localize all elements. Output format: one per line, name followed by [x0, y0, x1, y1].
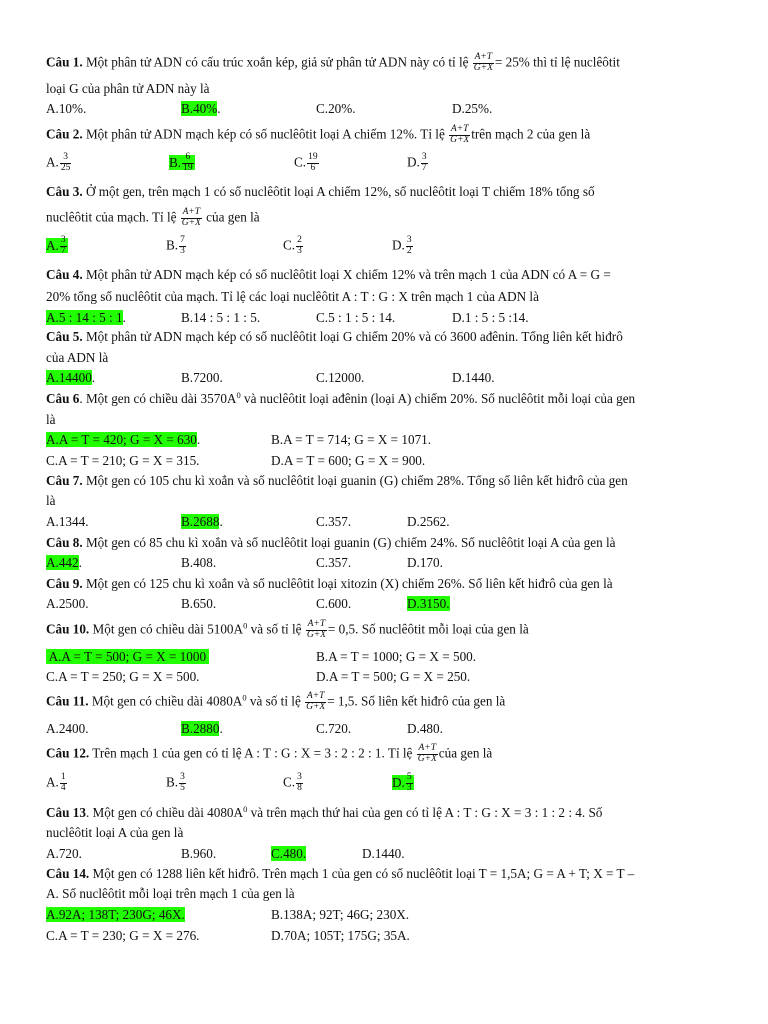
- q11-option-c[interactable]: C.720.: [316, 721, 352, 736]
- question-9-line-1: Câu 9. Một gen có 125 chu kì xoắn và số nuclêôtit loại xitozin (X) chiếm 26%. Số liên kết hiđrô của gen là: [46, 576, 613, 591]
- q12-option-d[interactable]: [392, 773, 414, 794]
- question-14-line-2: A. Số nuclêôtit mỗi loại trên mạch 1 của gen là: [46, 886, 295, 901]
- q13-option-c[interactable]: [271, 847, 306, 860]
- q5-option-b[interactable]: B.7200.: [181, 370, 223, 385]
- q10-option-a[interactable]: [46, 650, 209, 663]
- q8-option-d[interactable]: D.170.: [407, 555, 443, 570]
- q1-option-b[interactable]: B.40%.: [181, 101, 221, 116]
- q14-option-d[interactable]: D.70A; 105T; 175G; 35A.: [271, 928, 410, 943]
- q7-option-b[interactable]: B.2688.: [181, 514, 223, 529]
- question-12-line-1: Câu 12. Trên mạch 1 của gen có tỉ lệ A : T : G : X = 3 : 2 : 2 : 1. Tỉ lệ $\frac{A+T}{G+X}$ của gen là: [46, 743, 493, 764]
- fraction-at-gx: $\frac{A+T}{G+X}$: [306, 619, 326, 640]
- answer-highlight: A. $\frac{3}{7}$: [46, 235, 66, 256]
- q9-option-b[interactable]: B.650.: [181, 596, 217, 611]
- q2-option-c[interactable]: C. $\frac{19}{6}$: [294, 152, 318, 173]
- fraction-at-gx: $\frac{A+T}{G+X}$: [450, 124, 470, 145]
- answer-highlight: B.2880: [181, 721, 220, 736]
- question-7-line-2: là: [46, 493, 56, 508]
- q4-option-a[interactable]: A.5 : 14 : 5 : 1.: [46, 310, 126, 325]
- answer-highlight: A.442: [46, 555, 79, 570]
- q13-option-a[interactable]: A.720.: [46, 846, 82, 861]
- question-1-line-1: Câu 1. Một phân tử ADN có cấu trúc xoắn kép, giả sử phân tử ADN này có tỉ lệ $\frac{A+T}{G+X}$ = 25% thì tỉ lệ nuclêôtit: [46, 52, 620, 73]
- q3-option-a[interactable]: [46, 236, 68, 257]
- question-4-line-1: Câu 4. Một phân tử ADN mạch kép có số nuclêôtit loại X chiếm 12% và trên mạch 1 của ADN có A = G =: [46, 267, 611, 282]
- q9-option-c[interactable]: C.600.: [316, 596, 352, 611]
- question-11-line-1: Câu 11. Một gen có chiều dài $4080A^0$ và số tỉ lệ $\frac{A+T}{G+X}$ = 1,5. Số liên kết hiđrô của gen là: [46, 691, 506, 712]
- question-1-number: Câu 1.: [46, 54, 83, 70]
- question-5-line-1: Câu 5. Một phân tử ADN mạch kép có số nuclêôtit loại G chiếm 20% và có 3600 ađênin. Tổng liên kết hiđrô: [46, 329, 623, 344]
- q4-option-b[interactable]: B.14 : 5 : 1 : 5.: [181, 310, 261, 325]
- question-10-line-1: Câu 10. Một gen có chiều dài $5100A^0$ và số tỉ lệ $\frac{A+T}{G+X}$ = 0,5. Số nuclêôtit mỗi loại của gen là: [46, 619, 529, 640]
- q7-option-a[interactable]: A.1344.: [46, 514, 89, 529]
- q12-option-c[interactable]: C. $\frac{3}{8}$: [283, 772, 302, 793]
- fraction-at-gx: $\frac{A+T}{G+X}$: [473, 52, 493, 73]
- q14-option-a[interactable]: [46, 908, 185, 921]
- answer-highlight: B.40%: [181, 101, 218, 116]
- q3-option-c[interactable]: C. $\frac{2}{3}$: [283, 235, 302, 256]
- q3-option-b[interactable]: B. $\frac{7}{3}$: [166, 235, 185, 256]
- answer-highlight: A.A = T = 420; G = X = 630: [46, 432, 197, 447]
- q6-option-c[interactable]: C.A = T = 210; G = X = 315.: [46, 453, 200, 468]
- q6-option-d[interactable]: D.A = T = 600; G = X = 900.: [271, 453, 426, 468]
- answer-highlight: A.5 : 14 : 5 : 1: [46, 310, 123, 325]
- q11-option-b[interactable]: B.2880.: [181, 721, 223, 736]
- q1-option-d[interactable]: D.25%.: [452, 101, 493, 116]
- question-2-line-1: Câu 2. Một phân tử ADN mạch kép có số nuclêôtit loại A chiếm 12%. Tỉ lệ $\frac{A+T}{G+X}$ trên mạch 2 của gen là: [46, 124, 591, 145]
- fraction-at-gx: $\frac{A+T}{G+X}$: [306, 691, 326, 712]
- question-13-line-1: Câu 13. Một gen có chiều dài $4080A^0$ và trên mạch thứ hai của gen có tỉ lệ A : T : G : X = 3 : 1 : 2 : 4. Số: [46, 804, 603, 820]
- q12-option-b[interactable]: B. $\frac{3}{5}$: [166, 772, 185, 793]
- question-13-line-2: nuclêôtit loại A của gen là: [46, 825, 184, 840]
- q4-option-d[interactable]: D.1 : 5 : 5 :14.: [452, 310, 529, 325]
- q4-option-c[interactable]: C.5 : 1 : 5 : 14.: [316, 310, 396, 325]
- q2-option-a[interactable]: A. $\frac{3}{25}$: [46, 152, 71, 173]
- q8-option-a[interactable]: A.442.: [46, 555, 82, 570]
- answer-highlight: A.92A; 138T; 230G; 46X.: [46, 907, 185, 922]
- q9-option-a[interactable]: A.2500.: [46, 596, 89, 611]
- question-3-line-2: nuclêôtit của mạch. Tỉ lệ $\frac{A+T}{G+X}$ của gen là: [46, 207, 260, 228]
- answer-highlight: A.14400: [46, 370, 92, 385]
- q5-option-d[interactable]: D.1440.: [452, 370, 495, 385]
- q12-option-a[interactable]: A. $\frac{1}{4}$: [46, 772, 66, 793]
- q14-option-c[interactable]: C.A = T = 230; G = X = 276.: [46, 928, 200, 943]
- q7-option-c[interactable]: C.357.: [316, 514, 352, 529]
- q10-option-d[interactable]: D.A = T = 500; G = X = 250.: [316, 669, 471, 684]
- question-6-line-2: là: [46, 412, 56, 427]
- answer-highlight: C.480.: [271, 846, 307, 861]
- q11-option-a[interactable]: A.2400.: [46, 721, 89, 736]
- answer-highlight: B.2688: [181, 514, 220, 529]
- answer-highlight: D. $\frac{5}{3}$: [392, 772, 412, 793]
- q10-option-b[interactable]: B.A = T = 1000; G = X = 500.: [316, 649, 477, 664]
- question-14-line-1: Câu 14. Một gen có 1288 liên kết hiđrô. Trên mạch 1 của gen có số nuclêôtit loại T = 1,5A; G = A + T; X = T –: [46, 866, 635, 881]
- q3-option-d[interactable]: D. $\frac{3}{2}$: [392, 235, 412, 256]
- q8-option-b[interactable]: B.408.: [181, 555, 217, 570]
- question-1-line-2: loại G của phân tử ADN này là: [46, 81, 210, 96]
- q5-option-c[interactable]: C.12000.: [316, 370, 365, 385]
- q13-option-d[interactable]: D.1440.: [362, 846, 405, 861]
- q10-option-c[interactable]: C.A = T = 250; G = X = 500.: [46, 669, 200, 684]
- answer-highlight: A.A = T = 500; G = X = 1000: [46, 649, 210, 664]
- q14-option-b[interactable]: B.138A; 92T; 46G; 230X.: [271, 907, 410, 922]
- question-6-line-1: Câu 6. Một gen có chiều dài $3570A^0$ và nuclêôtit loại ađênin (loại A) chiếm 20%. Số nuclêôtit mỗi loại của gen: [46, 390, 636, 406]
- q7-option-d[interactable]: D.2562.: [407, 514, 450, 529]
- q6-option-b[interactable]: B.A = T = 714; G = X = 1071.: [271, 432, 432, 447]
- answer-highlight: D.3150.: [407, 596, 450, 611]
- q5-option-a[interactable]: A.14400.: [46, 370, 96, 385]
- question-7-line-1: Câu 7. Một gen có 105 chu kì xoắn và số nuclêôtit loại guanin (G) chiếm 28%. Tổng số liên kết hiđrô của gen: [46, 473, 628, 488]
- question-5-line-2: của ADN là: [46, 350, 109, 365]
- answer-highlight: B. $\frac{6}{19}$: [169, 152, 193, 173]
- question-8-line-1: Câu 8. Một gen có 85 chu kì xoắn và số nuclêôtit loại guanin (G) chiếm 24%. Số nuclêôtit loại A của gen là: [46, 535, 616, 550]
- question-3-line-1: Câu 3. Ở một gen, trên mạch 1 có số nuclêôtit loại A chiếm 12%, số nuclêôtit loại T chiếm 18% tổng số: [46, 184, 595, 199]
- q13-option-b[interactable]: B.960.: [181, 846, 217, 861]
- q8-option-c[interactable]: C.357.: [316, 555, 352, 570]
- q2-option-d[interactable]: D. $\frac{3}{7}$: [407, 152, 427, 173]
- q6-option-a[interactable]: A.A = T = 420; G = X = 630.: [46, 432, 201, 447]
- q11-option-d[interactable]: D.480.: [407, 721, 443, 736]
- q2-option-b[interactable]: [169, 153, 195, 174]
- fraction-at-gx: $\frac{A+T}{G+X}$: [417, 743, 437, 764]
- fraction-at-gx: $\frac{A+T}{G+X}$: [181, 207, 201, 228]
- q1-option-a[interactable]: A.10%.: [46, 101, 87, 116]
- q1-option-c[interactable]: C.20%.: [316, 101, 356, 116]
- q9-option-d[interactable]: [407, 597, 450, 610]
- question-4-line-2: 20% tổng số nuclêôtit của mạch. Tỉ lệ các loại nuclêôtit A : T : G : X trên mạch 1 của ADN là: [46, 289, 539, 304]
